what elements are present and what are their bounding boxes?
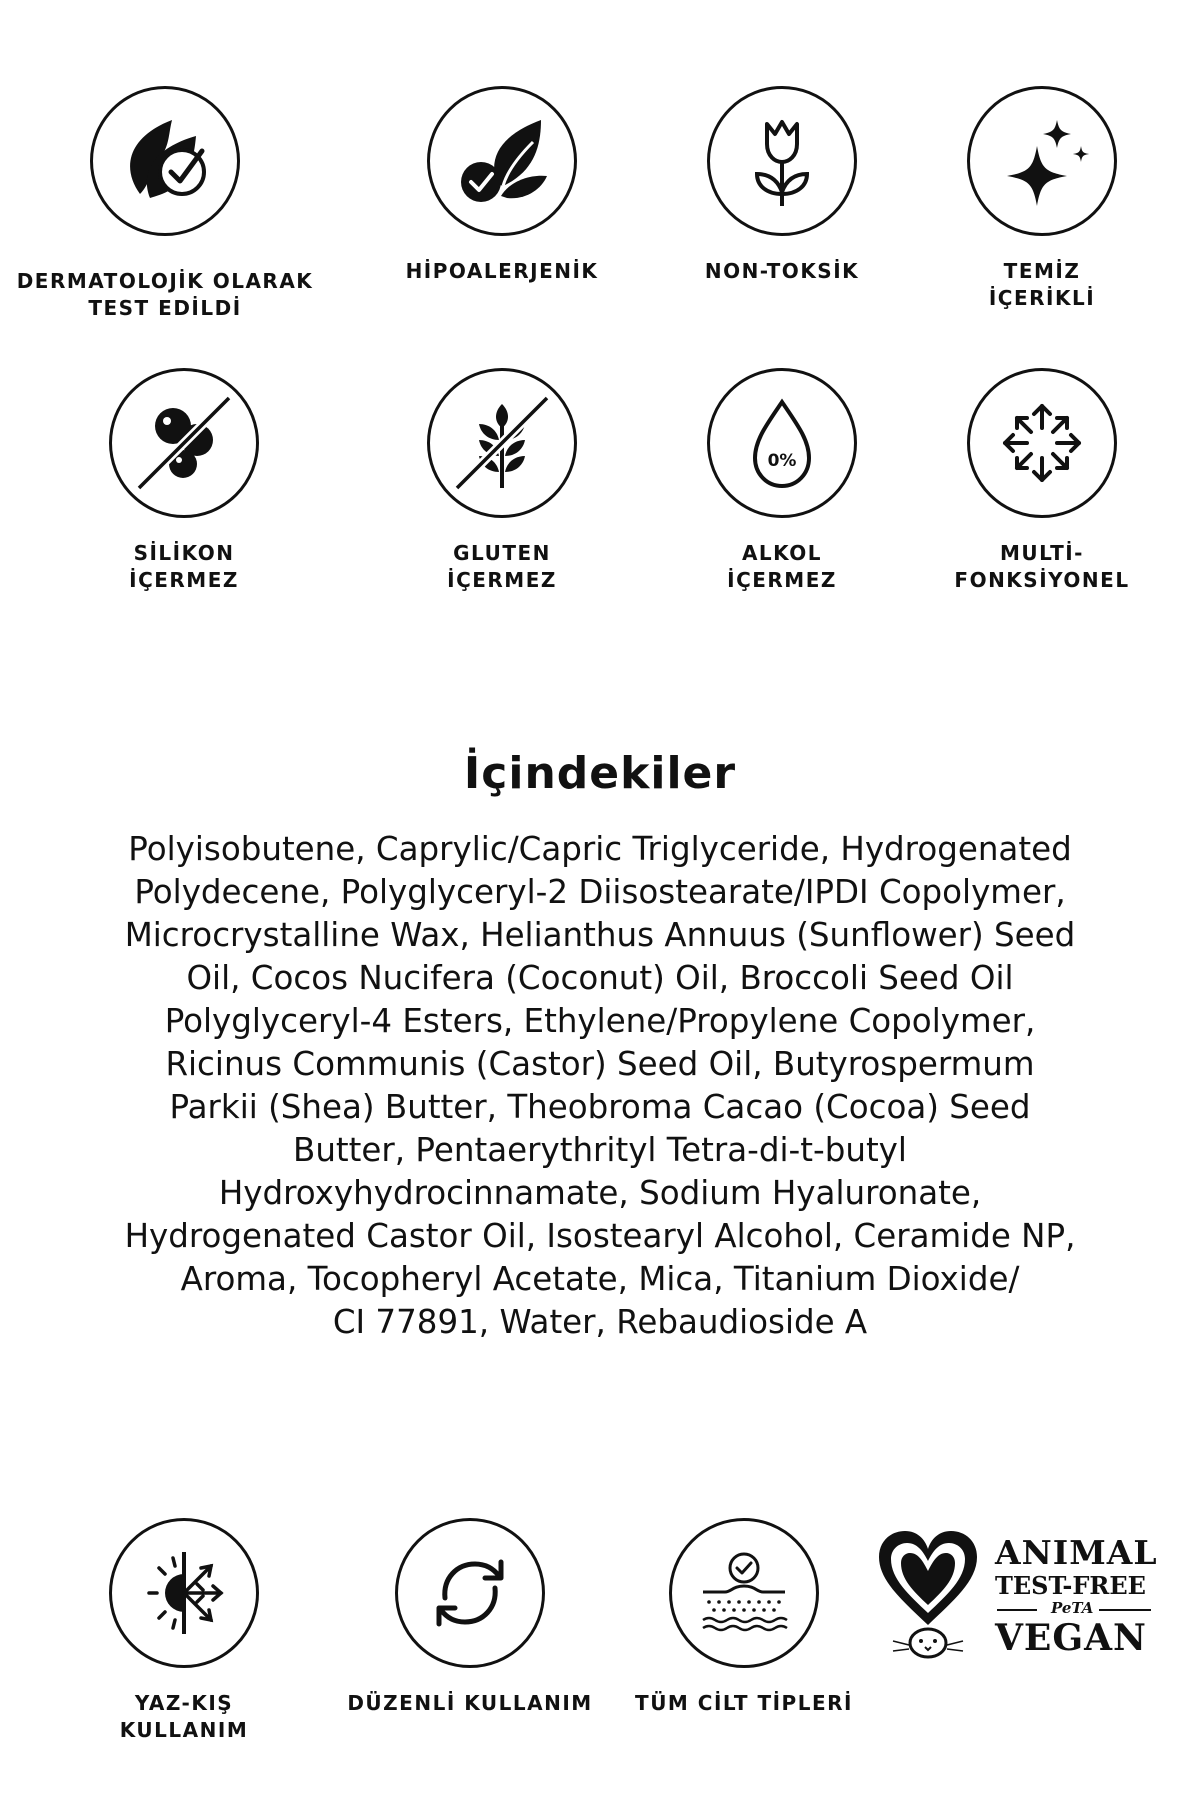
badge-label: MULTİ-FONKSİYONEL <box>954 541 1130 592</box>
peta-test-free-text: TEST-FREE <box>995 1571 1146 1600</box>
refresh-cycle-icon <box>415 1538 525 1648</box>
ingredients-line: Polydecene, Polyglyceryl-2 Diisostearate/IPDI Copolymer, <box>134 873 1066 911</box>
leaf-check-icon <box>110 106 220 216</box>
ingredients-title: İçindekiler <box>463 748 737 799</box>
tulip-flower-icon <box>727 106 837 216</box>
silicone-free-icon <box>129 388 239 498</box>
badge-label: NON-TOKSİK <box>704 259 860 283</box>
badge-multifunctional <box>930 368 1130 594</box>
ingredients-line: CI 77891, Water, Rebaudioside A <box>332 1303 868 1341</box>
ingredients-line: Oil, Cocos Nucifera (Coconut) Oil, Broccoli Seed Oil <box>186 959 1014 997</box>
gluten-free-icon <box>447 388 557 498</box>
ingredients-line: Hydroxyhydrocinnamate, Sodium Hyaluronate, <box>218 1174 982 1212</box>
ingredients-line: Parkii (Shea) Butter, Theobroma Cacao (Cocoa) Seed <box>169 1088 1031 1126</box>
badge-label: SİLİKON İÇERMEZ <box>129 541 239 592</box>
badge-label: TÜM CİLT TİPLERİ <box>635 1691 853 1715</box>
badge-clean-ingredients <box>930 86 1130 312</box>
ingredients-list <box>40 828 1160 1344</box>
alcohol-free-drop-icon <box>727 388 837 498</box>
badge-circle <box>967 86 1117 236</box>
leaves-check-icon <box>447 106 557 216</box>
sparkle-stars-icon <box>987 106 1097 216</box>
badge-label: DÜZENLİ KULLANIM <box>347 1691 593 1715</box>
peta-animal-text: ANIMAL <box>995 1533 1158 1572</box>
badge-circle <box>669 1518 819 1668</box>
badge-label: YAZ-KIŞ KULLANIM <box>119 1691 249 1742</box>
ingredients-line: Polyglyceryl-4 Esters, Ethylene/Propylene Copolymer, <box>164 1002 1036 1040</box>
ingredients-line: Polyisobutene, Caprylic/Capric Triglyceride, Hydrogenated <box>128 830 1072 868</box>
badge-circle <box>109 1518 259 1668</box>
peta-divider-right <box>1099 1609 1151 1611</box>
ingredients-line: Microcrystalline Wax, Helianthus Annuus (Sunflower) Seed <box>124 916 1076 954</box>
multifunction-arrows-icon <box>987 388 1097 498</box>
badge-label: ALKOL İÇERMEZ <box>727 541 837 592</box>
sun-snowflake-icon <box>129 1538 239 1648</box>
ingredients-line: Aroma, Tocopheryl Acetate, Mica, Titanium Dioxide/ <box>180 1260 1020 1298</box>
badge-non-toxic <box>670 86 870 285</box>
badge-circle <box>427 86 577 236</box>
heart-bunny-icon <box>873 1525 983 1665</box>
badge-summer-winter <box>72 1518 272 1744</box>
badge-label: HİPOALERJENİK <box>405 259 599 283</box>
peta-cruelty-free-logo <box>873 1525 1163 1665</box>
badge-all-skin-types <box>632 1518 853 1717</box>
alcohol-percent-text: 0% <box>767 451 797 471</box>
badge-circle <box>427 368 577 518</box>
badge-circle <box>967 368 1117 518</box>
badge-hypoallergenic <box>390 86 599 285</box>
badge-circle <box>395 1518 545 1668</box>
badge-circle <box>90 86 240 236</box>
badge-regular-use <box>347 1518 593 1717</box>
ingredients-line: Hydrogenated Castor Oil, Isostearyl Alcohol, Ceramide NP, <box>124 1217 1076 1255</box>
badge-label: TEMİZ İÇERİKLİ <box>988 259 1096 310</box>
badge-alcohol-free <box>670 368 870 594</box>
peta-vegan-text: VEGAN <box>995 1617 1147 1659</box>
peta-brand-text: PeTA <box>1051 1599 1094 1617</box>
peta-divider-left <box>997 1609 1037 1611</box>
badge-circle <box>707 86 857 236</box>
badge-circle <box>707 368 857 518</box>
badge-dermatologically-tested <box>16 86 314 322</box>
badge-circle <box>109 368 259 518</box>
badge-label: GLUTEN İÇERMEZ <box>447 541 557 592</box>
skin-layers-check-icon <box>689 1538 799 1648</box>
ingredients-line: Butter, Pentaerythrityl Tetra-di-t-butyl <box>293 1131 907 1169</box>
badge-gluten-free <box>390 368 590 594</box>
badge-label: DERMATOLOJİK OLARAK TEST EDİLDİ <box>16 269 314 320</box>
ingredients-line: Ricinus Communis (Castor) Seed Oil, Butyrospermum <box>165 1045 1035 1083</box>
badge-silicone-free <box>72 368 272 594</box>
